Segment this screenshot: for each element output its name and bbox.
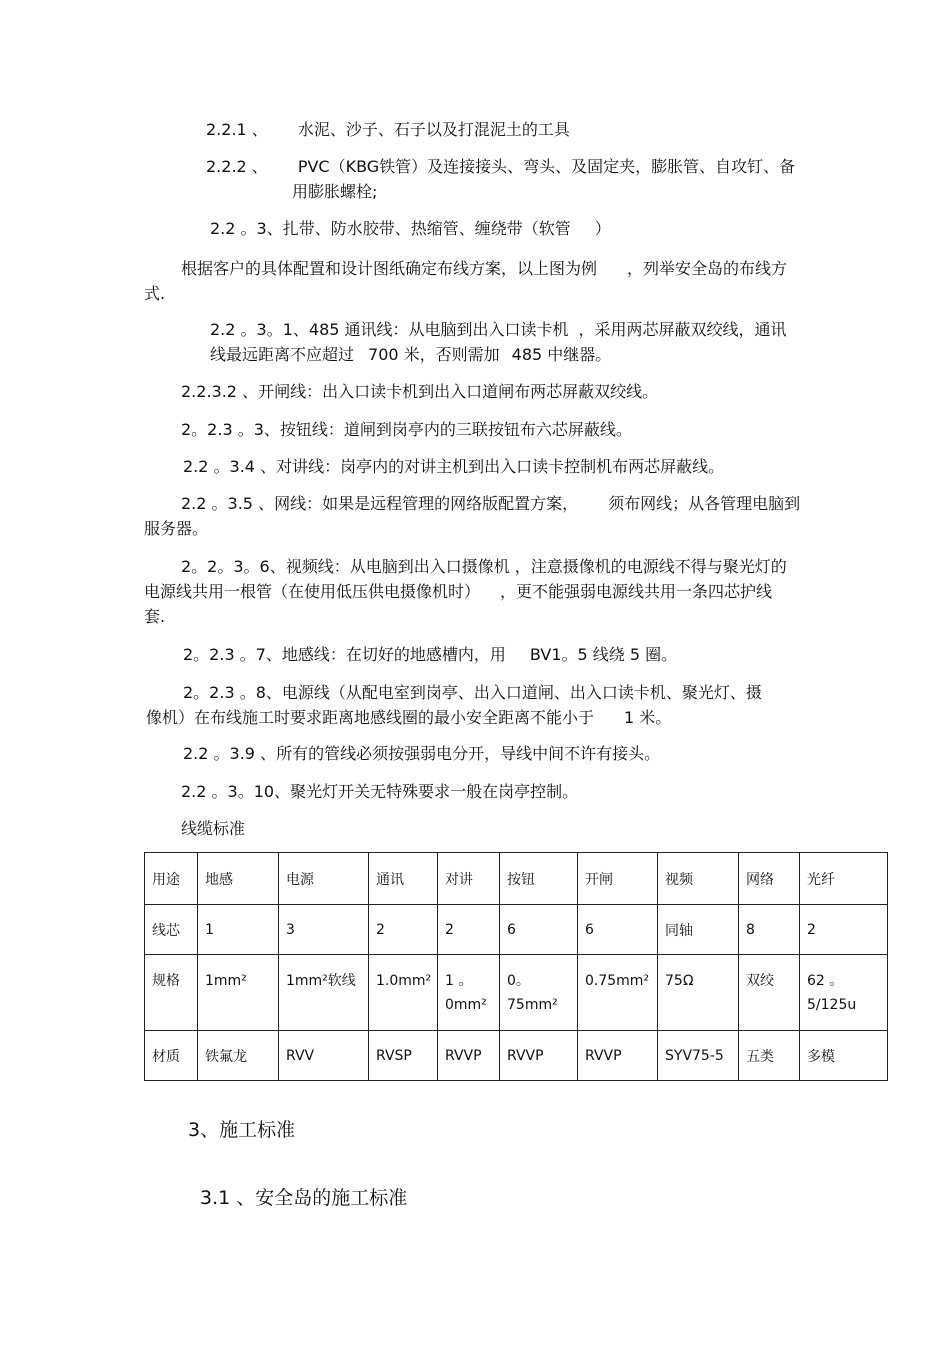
table-cell: 地感 — [198, 853, 279, 905]
table-cell: 3 — [279, 905, 369, 955]
table-cell: 双绞 — [739, 955, 800, 1031]
item-text: 用膨胀螺栓; — [292, 182, 378, 201]
wiring-text: 485 中继器。 — [511, 345, 612, 364]
wiring-item-8-continued — [146, 706, 671, 730]
table-cell: RVSP — [369, 1031, 438, 1081]
table-row-header: 规格 — [145, 955, 198, 1031]
item-2-2-3 — [210, 217, 611, 241]
table-cell: RVVP — [578, 1031, 658, 1081]
wiring-text: 2.2 。3.4 、对讲线：岗亭内的对讲主机到出入口读卡控制机布两芯屏蔽线。 — [183, 457, 725, 476]
section-3-title: 3、施工标准 — [188, 1119, 296, 1141]
table-cell: 0。75mm² — [500, 955, 578, 1031]
wiring-item-4 — [183, 455, 724, 479]
table-cell: 通讯 — [369, 853, 438, 905]
table-cell: 62 。5/125u — [800, 955, 888, 1031]
table-cell: 6 — [578, 905, 658, 955]
wiring-item-6-continued — [144, 580, 772, 604]
item-2-2-2 — [206, 155, 795, 179]
table-caption: 线缆标准 — [181, 819, 246, 838]
table-cell: 按钮 — [500, 853, 578, 905]
table-cell: 6 — [500, 905, 578, 955]
table-cell: 电源 — [279, 853, 369, 905]
paragraph-text: 根据客户的具体配置和设计图纸确定布线方案，以上图为例 — [181, 259, 598, 278]
wiring-item-9 — [183, 742, 660, 766]
wiring-text: ，采用两芯屏蔽双绞线，通讯 — [578, 320, 787, 339]
table-row — [145, 853, 888, 905]
table-cell: 8 — [739, 905, 800, 955]
table-cell: 视频 — [658, 853, 739, 905]
table-cell: 2 — [800, 905, 888, 955]
wiring-item-6-end — [144, 605, 165, 629]
wiring-text: 2.2.3.2 、开闸线：出入口读卡机到出入口道闸布两芯屏蔽双绞线。 — [181, 382, 659, 401]
wiring-item-8 — [183, 681, 762, 705]
table-cell: 1mm² — [198, 955, 279, 1031]
wiring-item-5-continued — [144, 517, 208, 541]
paragraph-text: ，列举安全岛的布线方 — [627, 259, 788, 278]
wiring-text: 2.2 。3。1、485 通讯线：从电脑到出入口读卡机 — [210, 320, 569, 339]
table-row-header: 材质 — [145, 1031, 198, 1081]
wiring-text: 2。2.3 。3、按钮线：道闸到岗亭内的三联按钮布六芯屏蔽线。 — [181, 420, 632, 439]
table-row — [145, 1031, 888, 1081]
item-2-2-2-continued — [292, 180, 377, 204]
table-cell: SYV75-5 — [658, 1031, 739, 1081]
wiring-item-7 — [183, 643, 677, 667]
intro-paragraph — [181, 257, 787, 281]
wiring-text: 2.2 。3。10、聚光灯开关无特殊要求一般在岗亭控制。 — [181, 782, 579, 801]
wiring-text: 2。2.3 。7、地感线：在切好的地感槽内，用 — [183, 645, 506, 664]
table-row-header: 线芯 — [145, 905, 198, 955]
wiring-text: 套. — [144, 607, 166, 626]
table-cell: 1 。0mm² — [438, 955, 500, 1031]
item-2-2-1 — [206, 118, 570, 142]
table-cell: 开闸 — [578, 853, 658, 905]
wiring-item-1 — [210, 318, 787, 342]
wiring-text: 像机）在布线施工时要求距离地感线圈的最小安全距离不能小于 — [146, 708, 595, 727]
table-cell: RVVP — [500, 1031, 578, 1081]
wiring-item-3 — [181, 418, 632, 442]
table-cell: 铁氟龙 — [198, 1031, 279, 1081]
wiring-text: 2。2.3 。8、电源线（从配电室到岗亭、出入口道闸、出入口读卡机、聚光灯、摄 — [183, 683, 762, 702]
table-row — [145, 955, 888, 1031]
table-cell: 1mm²软线 — [279, 955, 369, 1031]
wiring-item-1-continued — [210, 343, 611, 367]
wiring-text: 线最远距离不应超过 — [210, 345, 355, 364]
table-cell: 对讲 — [438, 853, 500, 905]
item-number: 2.2.1 、 — [206, 120, 268, 139]
table-cell: 光纤 — [800, 853, 888, 905]
wiring-text: ，更不能强弱电源线共用一条四芯护线 — [500, 582, 773, 601]
table-cell: RVV — [279, 1031, 369, 1081]
table-cell: 网络 — [739, 853, 800, 905]
paragraph-text: 式. — [144, 284, 166, 303]
intro-paragraph-continued — [144, 282, 165, 306]
section-3-1-title: 3.1 、安全岛的施工标准 — [200, 1187, 408, 1209]
wiring-item-2 — [181, 380, 658, 404]
table-cell: 2 — [369, 905, 438, 955]
table-cell: 1 — [198, 905, 279, 955]
wiring-item-6 — [181, 555, 787, 579]
table-cell: 五类 — [739, 1031, 800, 1081]
table-cell: 0.75mm² — [578, 955, 658, 1031]
wiring-item-5 — [181, 492, 800, 516]
wiring-text: 须布网线；从各管理电脑到 — [608, 494, 801, 513]
item-text: 2.2 。3、扎带、防水胶带、热缩管、缠绕带（软管 — [210, 219, 571, 238]
cable-standard-table — [144, 852, 888, 1081]
wiring-text: 2。2。3。6、视频线：从电脑到出入口摄像机 ，注意摄像机的电源线不得与聚光灯的 — [181, 557, 787, 576]
wiring-text: 1 米。 — [624, 708, 672, 727]
wiring-text: 2.2 。3.9 、所有的管线必须按强弱电分开，导线中间不许有接头。 — [183, 744, 661, 763]
wiring-text: 700 米，否则需加 — [368, 345, 500, 364]
wiring-text: 2.2 。3.5 、网线：如果是远程管理的网络版配置方案， — [181, 494, 579, 513]
item-text: ） — [594, 219, 611, 238]
table-cell: 多模 — [800, 1031, 888, 1081]
table-row-header: 用途 — [145, 853, 198, 905]
wiring-item-10 — [181, 780, 578, 804]
table-cell: 2 — [438, 905, 500, 955]
wiring-text: 服务器。 — [144, 519, 209, 538]
item-number: 2.2.2 、 — [206, 157, 268, 176]
item-text: PVC（KBG铁管）及连接接头、弯头、及固定夹，膨胀管、自攻钉、备 — [297, 157, 796, 176]
table-cell: 75Ω — [658, 955, 739, 1031]
item-text: 水泥、沙子、石子以及打混泥土的工具 — [297, 120, 570, 139]
table-cell: 同轴 — [658, 905, 739, 955]
table-row — [145, 905, 888, 955]
table-cell: 1.0mm² — [369, 955, 438, 1031]
wiring-text: 电源线共用一根管（在使用低压供电摄像机时） — [144, 582, 481, 601]
table-cell: RVVP — [438, 1031, 500, 1081]
wiring-text: BV1。5 线绕 5 圈。 — [529, 645, 678, 664]
